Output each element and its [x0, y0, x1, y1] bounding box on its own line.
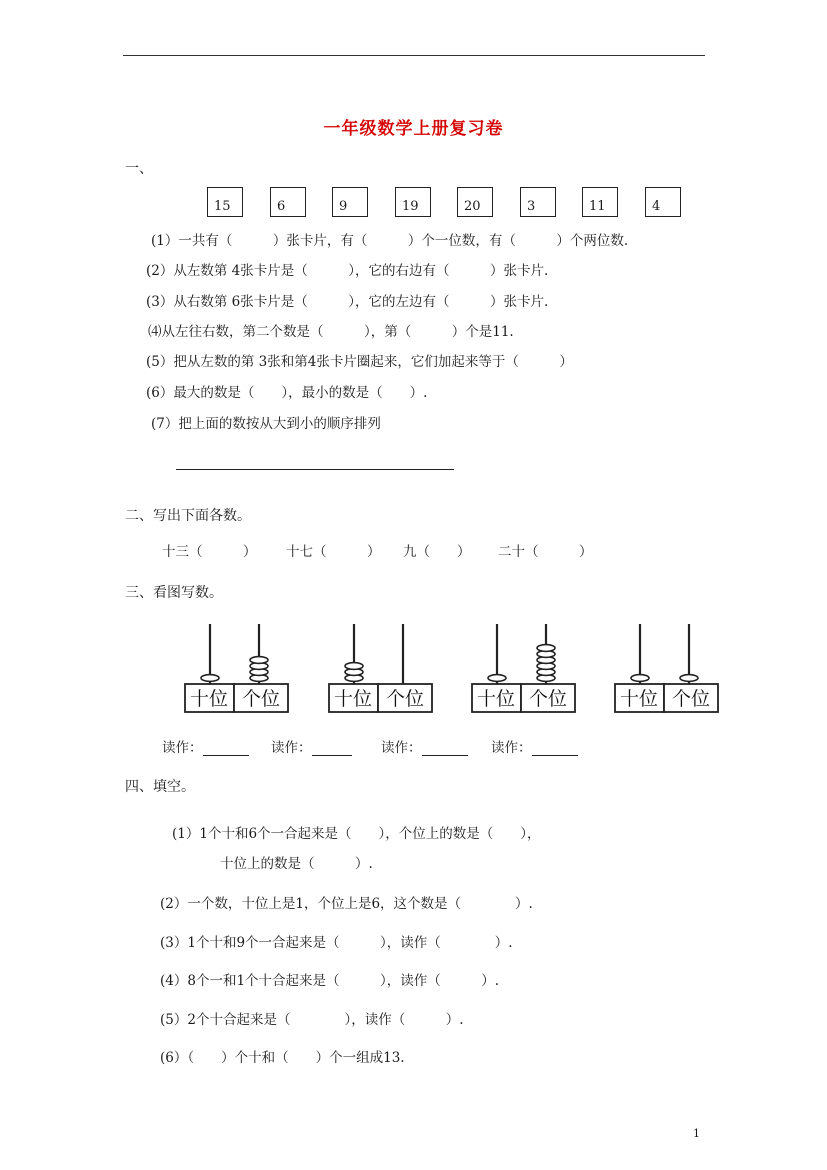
question-4-3: (3）1个十和9个一合起来是（ ），读作（ ）.	[160, 935, 513, 951]
read-as-2: 读作：	[271, 736, 352, 756]
answer-line	[176, 469, 454, 470]
ones-label: 个位	[671, 688, 711, 710]
question-1-3: (3）从右数第 6张卡片是（ ），它的左边有（ ）张卡片.	[146, 294, 549, 310]
ones-label: 个位	[528, 688, 568, 710]
write-number-item: 十七（ ）	[286, 544, 381, 560]
question-4-5: (5）2个十合起来是（ ），读作（ ）.	[160, 1012, 464, 1028]
question-1-2: (2）从左数第 4张卡片是（ ），它的右边有（ ）张卡片.	[146, 263, 549, 279]
abacus-figure	[470, 620, 580, 716]
tens-bead	[345, 663, 363, 670]
abacus-figure	[183, 620, 293, 716]
abacus-figure	[613, 620, 723, 716]
section3-heading: 三、看图写数。	[125, 585, 223, 601]
number-card: 20	[457, 187, 493, 217]
number-card: 15	[207, 187, 243, 217]
page-title: 一年级数学上册复习卷	[323, 119, 504, 139]
write-number-item: 二十（ ）	[498, 544, 593, 560]
ones-bead	[680, 675, 698, 682]
section4-heading: 四、填空。	[125, 779, 195, 795]
question-1-7: (7）把上面的数按从大到小的顺序排列	[151, 416, 381, 432]
abacus-figure	[327, 620, 437, 716]
question-4-2: (2）一个数，十位上是1，个位上是6，这个数是（ ）.	[160, 896, 533, 912]
number-card: 19	[395, 187, 431, 217]
write-number-item: 十三（ ）	[162, 544, 257, 560]
question-4-4: (4）8个一和1个十合起来是（ ），读作（ ）.	[160, 973, 500, 989]
tens-label: 十位	[619, 688, 659, 710]
question-4-1: (1）1个十和6个一合起来是（ ），个位上的数是（ ），	[172, 826, 541, 842]
number-card: 3	[520, 187, 556, 217]
page-number: 1	[693, 1127, 700, 1140]
ones-label: 个位	[241, 688, 281, 710]
tens-label: 十位	[333, 688, 373, 710]
number-card: 6	[270, 187, 306, 217]
tens-bead	[631, 675, 649, 682]
question-1-4: ⑷从左往右数，第二个数是（ ），第（ ）个是11.	[148, 324, 514, 340]
tens-bead	[488, 675, 506, 682]
question-1-5: (5）把从左数的第 3张和第4张卡片圈起来，它们加起来等于（ ）	[146, 354, 573, 370]
number-card: 4	[645, 187, 681, 217]
tens-label: 十位	[189, 688, 229, 710]
question-4-6: (6）（ ）个十和（ ）个一组成13.	[160, 1050, 405, 1066]
write-number-item: 九（ ）	[403, 544, 471, 560]
read-as-3: 读作：	[381, 736, 468, 756]
ones-label: 个位	[385, 688, 425, 710]
question-1-6: (6）最大的数是（ ），最小的数是（ ）.	[146, 385, 428, 401]
section1-heading: 一、	[125, 161, 153, 177]
header-rule	[123, 55, 705, 56]
read-as-1: 读作：	[162, 736, 249, 756]
tens-bead	[201, 675, 219, 682]
ones-bead	[250, 657, 268, 664]
question-4-1-cont: 十位上的数是（ ）.	[220, 856, 373, 872]
section2-heading: 二、写出下面各数。	[125, 508, 251, 524]
question-1-1: (1）一共有（ ）张卡片，有（ ）个一位数，有（ ）个两位数.	[151, 233, 629, 249]
number-card: 9	[332, 187, 368, 217]
number-card: 11	[582, 187, 618, 217]
read-as-4: 读作：	[491, 736, 578, 756]
tens-label: 十位	[476, 688, 516, 710]
ones-bead	[537, 645, 555, 652]
